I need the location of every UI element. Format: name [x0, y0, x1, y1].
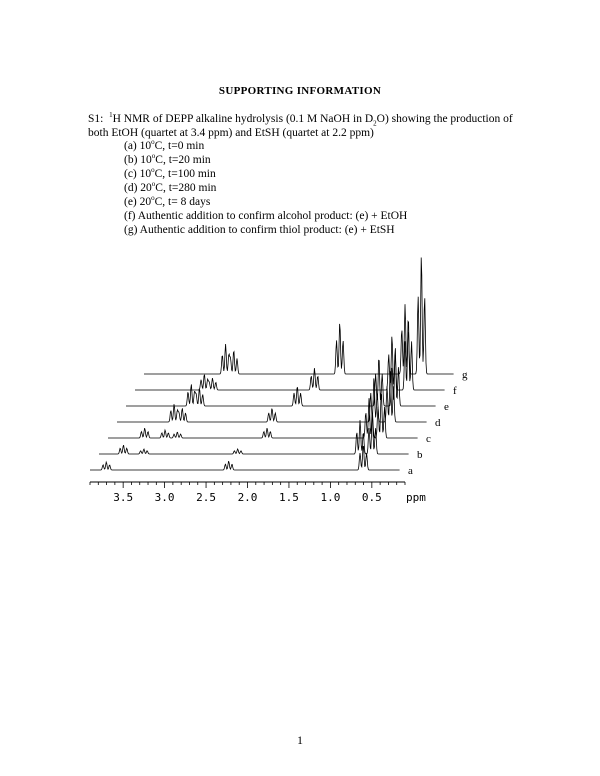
caption-superscript: 1	[109, 111, 113, 120]
caption-text-b: O) showing the production of both EtOH (quartet at 3.4 ppm) and EtSH (quartet at 2.2 ppm)	[88, 113, 513, 139]
page-number: 1	[297, 733, 303, 747]
trace-label-c: c	[426, 433, 431, 445]
x-axis-unit: ppm	[406, 491, 426, 504]
x-tick-label: 3.5	[113, 491, 134, 504]
condition-item: (e) 20$^o$C, t= 8 days	[124, 194, 211, 208]
trace-label-a: a	[408, 465, 413, 477]
x-tick-label: 1.0	[320, 491, 341, 504]
trace-label-f: f	[453, 385, 457, 397]
spectrum-trace-b	[99, 417, 409, 454]
x-tick-label: 3.0	[154, 491, 175, 504]
caption-label: S1:	[88, 113, 104, 125]
trace-label-e: e	[444, 401, 449, 413]
condition-item: (f) Authentic addition to confirm alcohol product: (e) + EtOH	[124, 210, 408, 222]
x-tick-label: 1.5	[279, 491, 299, 504]
spectrum-trace-a	[90, 446, 400, 470]
condition-item: (b) 10$^o$C, t=20 min	[124, 152, 211, 166]
condition-item: (g) Authentic addition to confirm thiol product: (e) + EtSH	[124, 224, 395, 236]
caption-text-a: H NMR of DEPP alkaline hydrolysis (0.1 M NaOH in D	[112, 113, 374, 125]
caption-subscript: 2	[373, 119, 377, 128]
spectrum-trace-g	[144, 258, 454, 375]
condition-item: (c) 10$^o$C, t=100 min	[124, 166, 216, 180]
condition-item: (a) 10$^o$C, t=0 min	[124, 138, 205, 152]
x-tick-label: 2.5	[196, 491, 216, 504]
page-title: SUPPORTING INFORMATION	[218, 85, 382, 97]
x-tick-label: 2.0	[237, 491, 258, 504]
x-tick-label: 0.5	[361, 491, 382, 504]
trace-label-g: g	[462, 369, 468, 381]
trace-label-b: b	[417, 449, 423, 461]
condition-item: (d) 20$^o$C, t=280 min	[124, 180, 217, 194]
trace-label-d: d	[435, 417, 441, 429]
